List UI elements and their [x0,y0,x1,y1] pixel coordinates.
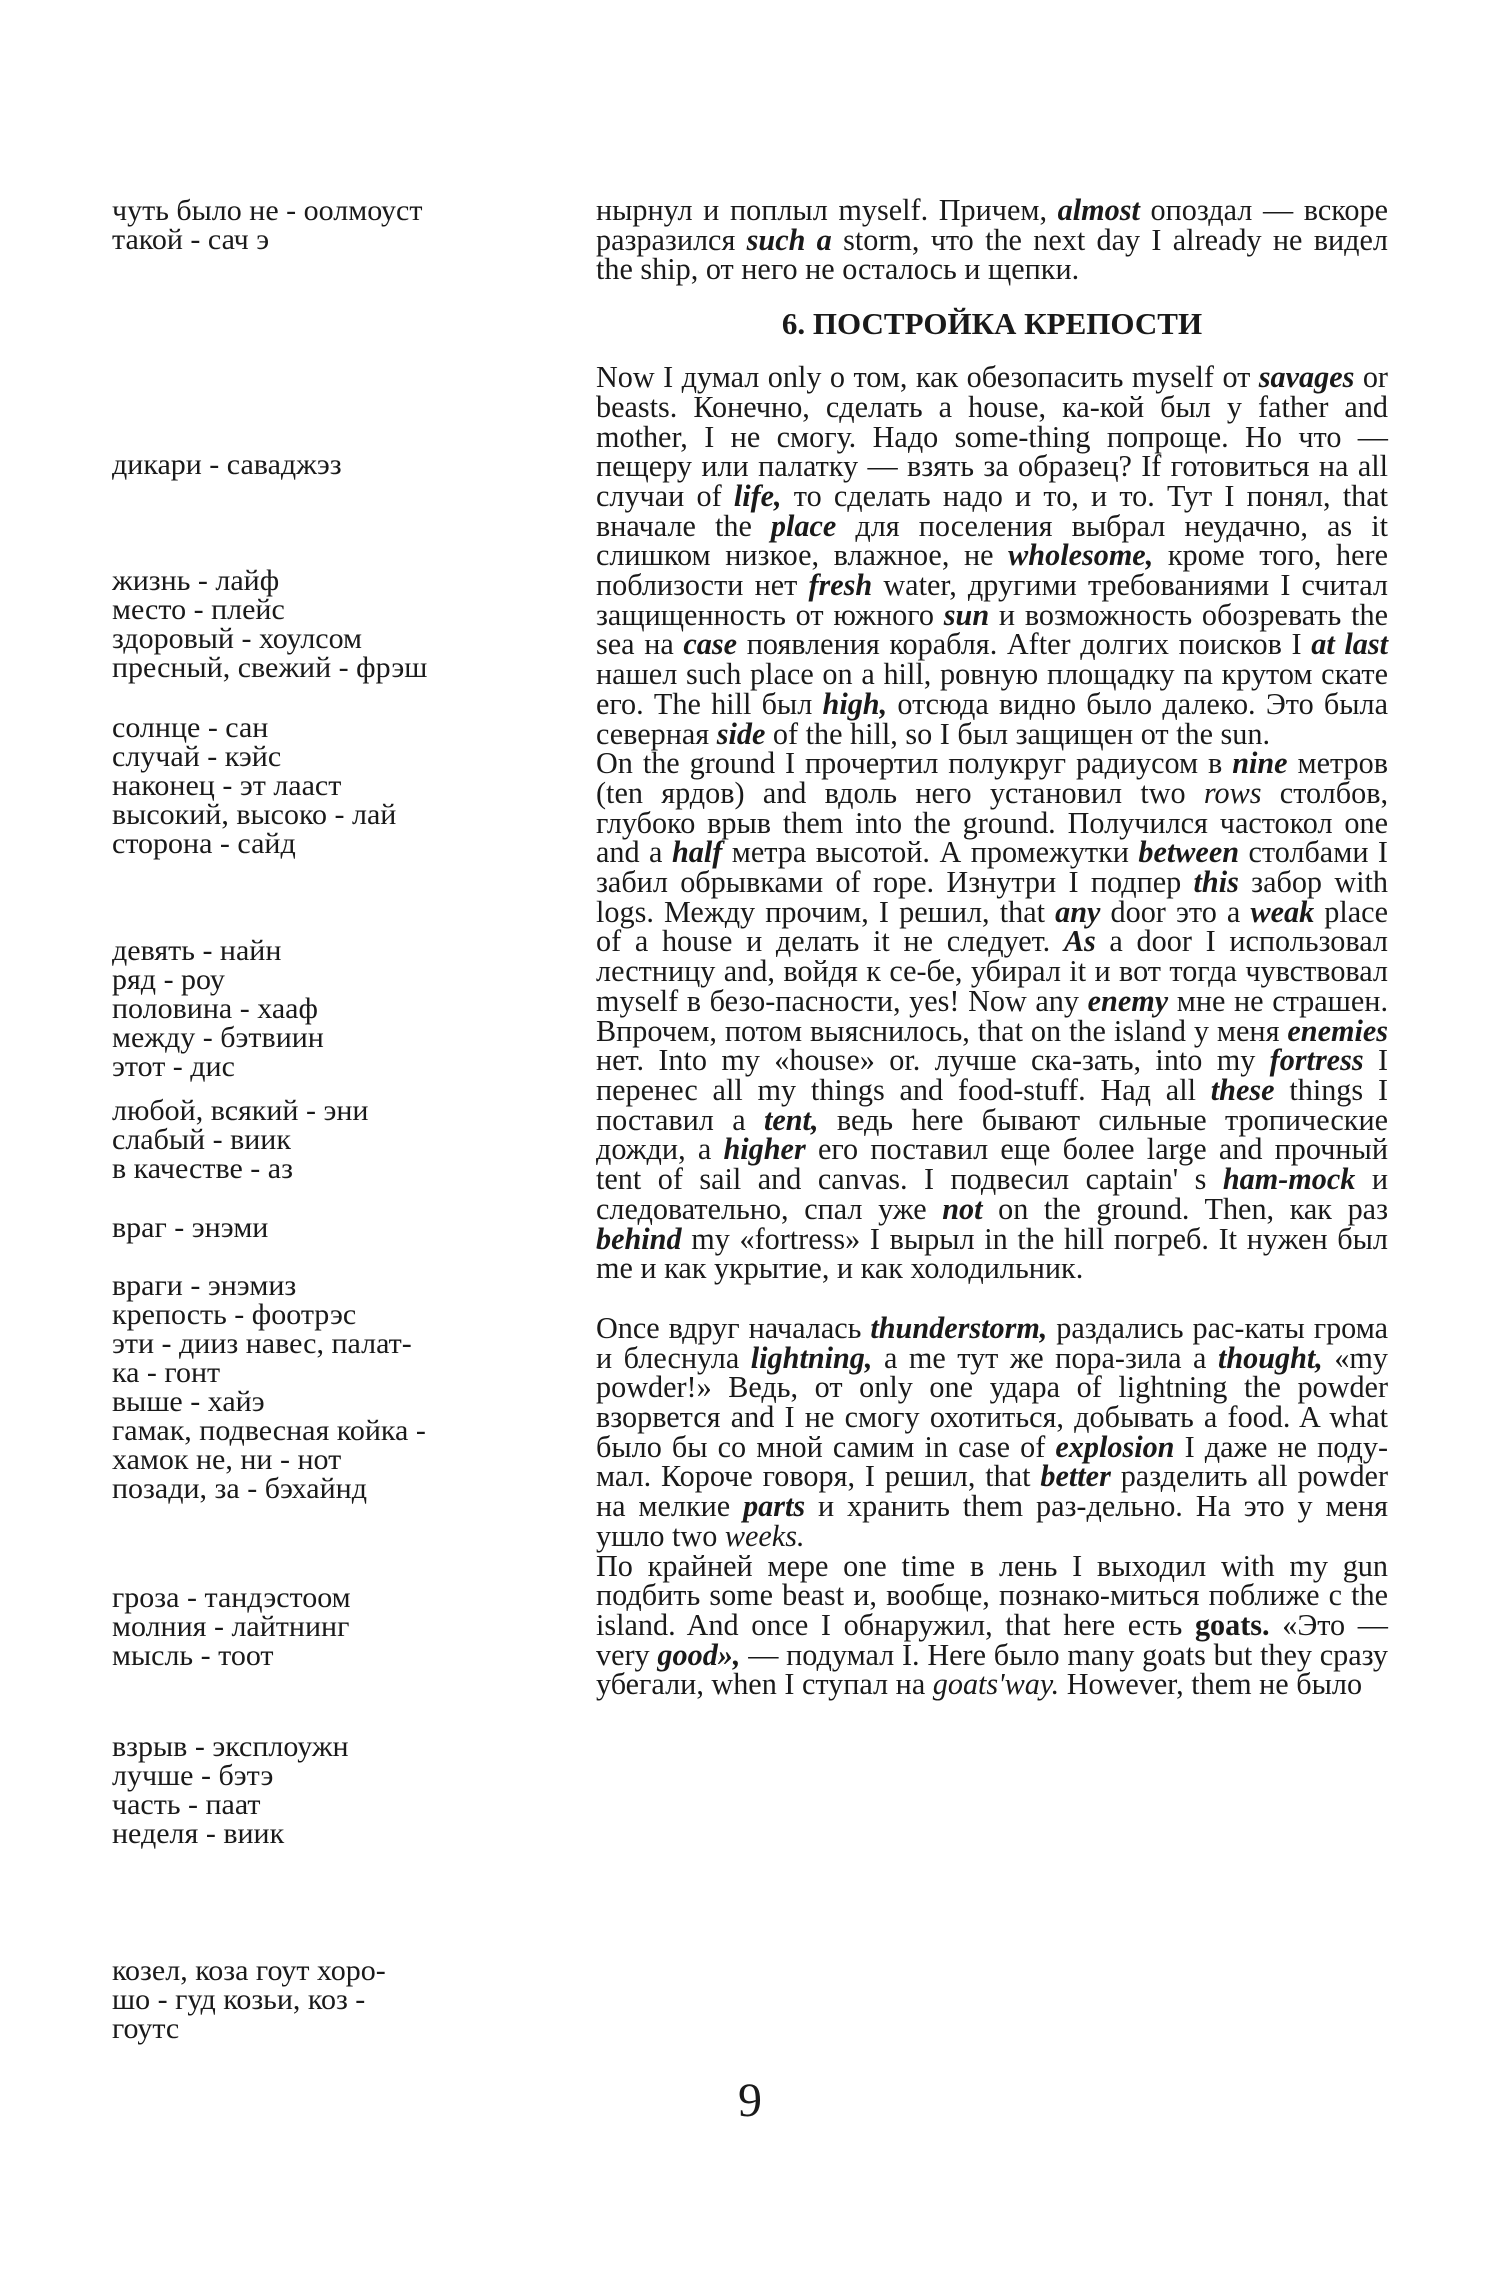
text-run: раздались рас-каты грома и блеснула [596,1310,1388,1375]
text-run: of the hill, so I был защищен от the sun. [765,716,1271,751]
text-run: ведь here бывают сильные тропические дожди, а [596,1102,1388,1167]
emphasized-word: side [716,716,766,751]
glossary-entry: молния - лайтнинг [112,1610,350,1643]
emphasized-word: nine [1232,746,1288,781]
text-run: метров (ten ярдов) and вдоль него установил two [596,746,1388,810]
text-run: то сделать надо и то, и то. Тут I понял, that вначале the [596,478,1388,543]
emphasized-word: lightning, [750,1340,873,1375]
glossary-entry: любой, всякий - эни [112,1094,369,1127]
glossary-entry: слабый - виик [112,1123,291,1156]
glossary-entry: лучше - бэтэ [112,1759,274,1792]
emphasized-word: good», [657,1637,741,1672]
chapter-heading: 6. ПОСТРОЙКА КРЕПОСТИ [781,306,1203,342]
glossary-entry: жизнь - лайф [112,564,280,597]
text-run: Once вдруг началась [596,1310,871,1345]
emphasized-word: not [942,1191,983,1226]
text-run: мне не страшен. Впрочем, потом выяснилось, that on the island у меня [596,983,1389,1048]
paragraph [596,1548,1388,1702]
text-run: его поставил еще более large and прочный tent of sail and canvas. I подвесил captain' s [596,1132,1388,1197]
text-run: нет. Into my «house» or. лучше ска-зать, into my [596,1043,1270,1078]
paragraph [596,360,1389,751]
text-run: опоздал — вскоре разразился [596,193,1388,257]
glossary-entry: козел, коза гоут хоро- [112,1954,386,1987]
emphasized-word: any [1055,894,1101,929]
text-run: or beasts. Конечно, сделать a house, ка-кой был у father and mother, I не смогу. Надо some-thing попроще. Но что — пещеру или палатку — взять за образец? If готовиться на all случаи of [596,360,1388,513]
glossary-group [112,936,552,1081]
glossary-entry: гамак, подвесная койка - [112,1414,426,1447]
emphasized-word: behind [596,1221,682,1256]
emphasized-word: such a [746,222,832,257]
text-run: и следовательно, спал уже [596,1162,1389,1226]
glossary-group [112,1956,552,2043]
emphasized-word: thunderstorm, [870,1310,1048,1345]
glossary-group [112,1213,552,1242]
text-run: my «fortress» I вырыл in the hill погреб. It нужен был me и как укрытие, и как холодильник. [596,1221,1388,1286]
text-run: столбов, глубоко врыв them into the ground. Получился частокол one and a [596,775,1388,870]
glossary-entry: взрыв - эксплоужн [112,1730,349,1763]
text-run: Now I думал only о том, как обезопасить myself от [596,360,1259,395]
glossary-entry: враги - энэмиз [112,1269,297,1302]
glossary-entry: позади, за - бэхайнд [112,1472,367,1505]
glossary-entry: дикари - саваджэз [112,448,342,481]
text-run: разделить all powder на мелкие [596,1459,1388,1524]
emphasized-word: sun [943,597,990,632]
emphasized-word: ham-mock [1222,1162,1356,1197]
text-run: «my powder!» Ведь, от only one удара of lightning the powder взорвется and I не смогу охотиться, добывать a food. A what было бы со мной самим in case of [596,1340,1389,1464]
paragraph-gap [596,1284,1388,1314]
glossary-entry: половина - хааф [112,992,318,1025]
glossary-entry: эти - дииз навес, палат- [112,1327,412,1360]
glossary-entry: сторона - сайд [112,827,296,860]
glossary-entry: враг - энэми [112,1211,269,1244]
text-run: По крайней мере one time в лень I выходил with my gun подбить some beast и, вообще, познако-миться поближе с the island. And once I обнаружил, that here есть [596,1548,1388,1642]
glossary-entry: такой - сач э [112,223,270,256]
text-run: появления корабля. After долгих поисков I [737,627,1312,662]
emphasized-word: half [671,835,723,870]
text-run: отсюда видно было далеко. Это была северная [596,686,1389,751]
emphasized-word: tent, [763,1102,819,1137]
emphasized-word: these [1210,1072,1275,1107]
glossary-group [112,450,552,479]
text-run: столбами I забил обрывками of rope. Изнутри I подпер [596,835,1388,900]
emphasized-word: fortress [1269,1043,1364,1078]
emphasized-word: thought, [1217,1340,1323,1375]
text-run: On the ground I прочертил полукруг радиусом в [596,746,1233,781]
glossary-entry: мысль - тоот [112,1639,274,1672]
glossary-entry: шо - гуд козьи, коз - [112,1983,366,2016]
glossary-group [112,713,552,858]
emphasized-word: almost [1057,193,1140,227]
emphasized-word: parts [743,1489,806,1524]
text-run: I даже не поду-мал. Короче говоря, I решил, that [596,1429,1388,1494]
paragraph [596,193,1388,287]
emphasized-word: goats. [1194,1607,1270,1642]
glossary-group [112,1271,552,1503]
text-run: нырнул и поплыл myself. Причем, [596,193,1058,227]
text-run: кроме того, here поблизости нет [596,538,1388,603]
emphasized-word: case [683,627,738,662]
main-text-column [596,193,1389,1702]
paragraph [596,746,1389,1286]
glossary-group [112,196,552,254]
emphasized-word: rows [1203,775,1262,810]
emphasized-word: fresh [808,568,873,603]
glossary-entry: этот - дис [112,1050,235,1083]
text-run: on the ground. Then, как раз [982,1191,1388,1226]
glossary-entry: ряд - роу [112,963,225,996]
glossary-entry: высокий, высоко - лай [112,798,397,831]
text-run: place of a house и делать it не следует. [596,894,1388,959]
text-run: However, them не было [1059,1667,1363,1702]
emphasized-word: enemies [1287,1013,1388,1048]
glossary-entry: девять - найн [112,934,282,967]
emphasized-word: wholesome, [1008,538,1154,573]
emphasized-word: As [1063,924,1096,959]
emphasized-word: weeks. [724,1518,805,1553]
text-run: и возможность обозревать the sea на [596,597,1388,662]
glossary-entry: крепость - фоотрэс [112,1298,357,1331]
text-run: I перенес all my things and food-stuff. Над all [596,1043,1388,1107]
text-run: нашел such place on a hill, ровную площадку па крутом скате его. The hill был [596,657,1388,721]
glossary-entry: в качестве - аз [112,1152,293,1185]
text-run: для поселения выбрал неудачно, as it слишком низкое, влажное, не [596,508,1388,573]
glossary-entry: чуть было не - оолмоуст [112,194,423,227]
glossary-entry: случай - кэйс [112,740,282,773]
emphasized-word: high, [822,686,888,721]
glossary-group [112,1583,552,1670]
emphasized-word: explosion [1055,1429,1175,1464]
glossary-entry: пресный, свежий - фрэш [112,651,428,684]
glossary-group [112,566,552,682]
text-run: things I поставил a [596,1072,1388,1137]
emphasized-word: savages [1258,360,1355,395]
emphasized-word: higher [723,1132,806,1167]
glossary-entry: часть - паат [112,1788,261,1821]
text-run: storm, что the next day I already не видел the ship, от него не осталось и щепки. [596,222,1388,287]
text-run: door это a [1100,894,1251,929]
page-number: 9 [738,2074,762,2127]
emphasized-word: enemy [1087,983,1169,1018]
glossary-entry: между - бэтвиин [112,1021,324,1054]
glossary-entry: хамок не, ни - нот [112,1443,342,1476]
glossary-entry: наконец - эт лааст [112,769,342,802]
emphasized-word: weak [1250,894,1315,929]
emphasized-word: place [770,508,837,543]
glossary-group [112,1096,552,1183]
text-run: и хранить them раз-дельно. На это у меня ушло two [596,1489,1388,1553]
text-run: a me тут же пора-зила a [872,1340,1218,1375]
emphasized-word: goats'way. [932,1667,1060,1702]
emphasized-word: at last [1311,627,1388,662]
glossary-entry: солнце - сан [112,711,269,744]
text-run: забор with logs. Между прочим, I решил, that [596,865,1388,929]
text-run: — подумал I. Here было many goats but they сразу убегали, when I ступал на [596,1637,1388,1702]
text-run: «Это — very [596,1607,1388,1672]
emphasized-word: between [1138,835,1240,870]
glossary-entry: гроза - тандэстоом [112,1581,351,1614]
emphasized-word: life, [733,478,782,513]
glossary-entry: место - плейс [112,593,285,626]
emphasized-word: this [1193,865,1239,900]
text-run: a door I использовал лестницу and, войдя к се-бе, убирал it и вот тогда чувствовал myself в безо-пасности, yes! Now any [596,924,1388,1018]
glossary-entry: неделя - виик [112,1817,285,1850]
paragraph [596,1310,1389,1553]
text-run: water, другими требованиями I считал защищенность от южного [596,568,1388,632]
glossary-entry: здоровый - хоулсом [112,622,363,655]
text-run: метра высотой. А промежутки [722,835,1139,870]
glossary-entry: ка - гонт [112,1356,221,1389]
emphasized-word: better [1040,1459,1111,1494]
glossary-group [112,1732,552,1848]
glossary-entry: гоутс [112,2012,180,2045]
glossary-entry: выше - хайэ [112,1385,265,1418]
